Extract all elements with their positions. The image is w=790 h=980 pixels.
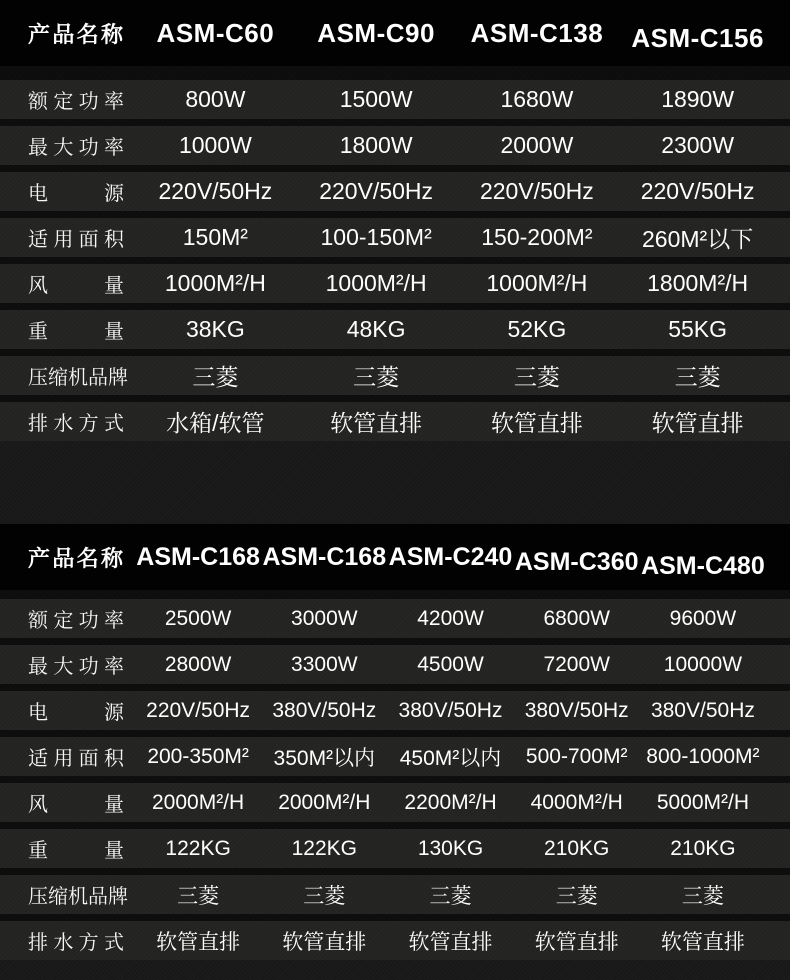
spec-value-cell: 三菱	[681, 884, 724, 908]
spec-value-cell: 1000M²/H	[486, 270, 588, 296]
model-header-cells	[135, 0, 790, 66]
spec-row	[0, 645, 790, 684]
spec-value-cell: 三菱	[429, 884, 472, 908]
spec-row	[0, 402, 790, 441]
spec-value-cell: 软管直排	[660, 930, 745, 954]
spec-row-label-cell	[0, 696, 135, 725]
spec-value-cell: 1890W	[661, 86, 735, 112]
spec-row-label-cell	[0, 604, 135, 633]
spec-value-cell: 1800M²/H	[647, 270, 749, 296]
spec-value-cell: 800-1000M²	[646, 744, 760, 768]
spec-value-cell: 2300W	[661, 132, 735, 158]
spec-row-label-cell	[0, 131, 135, 160]
model-name-header: ASM-C90	[317, 17, 435, 48]
spec-row	[0, 264, 790, 303]
spec-value-cell: 38KG	[185, 316, 245, 342]
spec-row-values	[135, 402, 790, 441]
spec-row-values	[135, 737, 790, 776]
spec-value-cell: 三菱	[303, 884, 346, 908]
spec-row-values	[135, 875, 790, 914]
spec-row-label: 压缩机品牌	[28, 367, 128, 389]
spec-row	[0, 875, 790, 914]
spec-value-cell: 220V/50Hz	[158, 178, 273, 204]
spec-value-cell: 三菱	[555, 884, 598, 908]
spec-row	[0, 80, 790, 119]
spec-value-cell: 软管直排	[282, 930, 367, 954]
spec-row-values	[135, 310, 790, 349]
spec-value-cell: 软管直排	[156, 930, 241, 954]
spec-value-cell: 220V/50Hz	[146, 698, 251, 722]
spec-value-cell: 5000M²/H	[656, 790, 750, 814]
spec-row-label-cell	[0, 650, 135, 679]
spec-value-cell: 软管直排	[651, 410, 744, 436]
product-name-label: 产品名称	[28, 545, 124, 571]
spec-table-large-models	[0, 524, 790, 960]
spec-value-cell: 2800W	[164, 652, 232, 676]
spec-row-label: 最大功率	[28, 137, 124, 159]
spec-row-label: 重量	[28, 840, 124, 862]
spec-row-label: 电源	[28, 183, 124, 205]
spec-row-values	[135, 218, 790, 257]
spec-row-label: 额定功率	[28, 610, 124, 632]
spec-row	[0, 310, 790, 349]
spec-value-cell: 1800W	[339, 132, 413, 158]
model-name-header: ASM-C168	[262, 542, 387, 571]
spec-value-cell: 122KG	[165, 836, 231, 860]
spec-value-cell: 150M²	[182, 224, 248, 250]
model-header-cells	[135, 524, 790, 590]
spec-value-cell: 150-200M²	[481, 224, 593, 250]
spec-row-label: 风量	[28, 794, 124, 816]
spec-rows	[0, 66, 790, 441]
spec-value-cell: 52KG	[507, 316, 567, 342]
spec-row	[0, 829, 790, 868]
spec-value-cell: 三菱	[177, 884, 220, 908]
spec-row-values	[135, 691, 790, 730]
spec-value-cell: 2000W	[500, 132, 574, 158]
spec-value-cell: 210KG	[670, 836, 736, 860]
model-name-header: ASM-C360	[514, 547, 639, 576]
spec-row	[0, 737, 790, 776]
spec-row-label: 适用面积	[28, 229, 124, 251]
spec-row-values	[135, 172, 790, 211]
spec-value-cell: 380V/50Hz	[272, 698, 377, 722]
spec-value-cell: 1000M²/H	[325, 270, 427, 296]
spec-row	[0, 921, 790, 960]
tables-gap	[0, 441, 790, 524]
spec-value-cell: 三菱	[674, 364, 721, 390]
spec-value-cell: 软管直排	[330, 410, 423, 436]
spec-value-cell: 7200W	[543, 652, 610, 676]
spec-value-cell: 1680W	[500, 86, 574, 112]
spec-value-cell: 4500W	[417, 652, 484, 676]
spec-row	[0, 691, 790, 730]
spec-row-label: 额定功率	[28, 91, 124, 113]
spec-row	[0, 356, 790, 395]
spec-value-cell: 100-150M²	[320, 224, 432, 250]
spec-value-cell: 2500W	[164, 606, 232, 630]
spec-value-cell: 6800W	[543, 606, 610, 630]
spec-value-cell: 260M²以下	[642, 226, 754, 252]
spec-row-values	[135, 783, 790, 822]
spec-row-label-cell	[0, 315, 135, 344]
spec-value-cell: 10000W	[663, 652, 743, 676]
spec-value-cell: 4200W	[417, 606, 484, 630]
spec-value-cell: 55KG	[668, 316, 728, 342]
spec-value-cell: 软管直排	[408, 930, 493, 954]
model-name-header: ASM-C60	[156, 17, 275, 48]
spec-row	[0, 218, 790, 257]
spec-value-cell: 800W	[185, 86, 246, 112]
spec-row-label-cell	[0, 880, 135, 909]
spec-value-cell: 380V/50Hz	[524, 698, 629, 722]
spec-row-label-cell	[0, 788, 135, 817]
spec-value-cell: 9600W	[669, 606, 737, 630]
spec-row-label: 最大功率	[28, 656, 124, 678]
spec-row-label: 电源	[28, 702, 124, 724]
spec-value-cell: 1000M²/H	[164, 270, 266, 296]
spec-row-label-cell	[0, 85, 135, 114]
spec-value-cell: 软管直排	[534, 930, 619, 954]
spec-row-values	[135, 80, 790, 119]
spec-row-label-cell	[0, 742, 135, 771]
spec-row-label-cell	[0, 361, 135, 390]
spec-value-cell: 380V/50Hz	[650, 698, 755, 722]
spec-value-cell: 220V/50Hz	[640, 178, 755, 204]
model-name-header: ASM-C480	[641, 551, 765, 580]
spec-row-values	[135, 264, 790, 303]
spec-row-values	[135, 921, 790, 960]
spec-value-cell: 350M²以内	[273, 746, 376, 770]
spec-value-cell: 2000M²/H	[278, 790, 371, 814]
spec-row	[0, 783, 790, 822]
spec-row	[0, 126, 790, 165]
spec-value-cell: 三菱	[353, 364, 400, 390]
spec-value-cell: 220V/50Hz	[479, 178, 594, 204]
spec-value-cell: 1000W	[178, 132, 252, 158]
spec-row-values	[135, 599, 790, 638]
spec-value-cell: 130KG	[417, 836, 484, 860]
spec-row-label: 重量	[28, 321, 124, 343]
spec-rows	[0, 590, 790, 960]
spec-value-cell: 3000W	[291, 606, 358, 630]
spec-value-cell: 450M²以内	[399, 746, 502, 770]
spec-row-label-cell	[0, 407, 135, 436]
spec-row-label-cell	[0, 926, 135, 955]
spec-value-cell: 水箱/软管	[166, 410, 265, 436]
table-header-row	[0, 0, 790, 66]
spec-row-label: 风量	[28, 275, 124, 297]
spec-value-cell: 2000M²/H	[152, 790, 245, 814]
spec-value-cell: 1500W	[339, 86, 413, 112]
spec-value-cell: 软管直排	[490, 410, 583, 436]
model-name-header: ASM-C138	[470, 17, 604, 48]
spec-value-cell: 4000M²/H	[530, 790, 623, 814]
spec-row-label-cell	[0, 177, 135, 206]
spec-row-values	[135, 645, 790, 684]
spec-value-cell: 200-350M²	[147, 744, 249, 768]
spec-row-label-cell	[0, 834, 135, 863]
product-name-label-cell	[0, 542, 135, 573]
spec-row-label: 适用面积	[28, 748, 124, 770]
spec-row-label-cell	[0, 269, 135, 298]
spec-row-label: 压缩机品牌	[28, 886, 128, 908]
spec-row	[0, 172, 790, 211]
product-name-label-cell	[0, 18, 135, 49]
spec-value-cell: 122KG	[291, 836, 357, 860]
spec-value-cell: 500-700M²	[525, 744, 628, 768]
spec-value-cell: 380V/50Hz	[398, 698, 503, 722]
spec-value-cell: 3300W	[291, 652, 358, 676]
product-name-label: 产品名称	[28, 21, 124, 47]
spec-value-cell: 220V/50Hz	[319, 178, 434, 204]
spec-row-label: 排水方式	[28, 932, 124, 954]
spec-table-small-models	[0, 0, 790, 441]
model-name-header: ASM-C156	[631, 22, 764, 53]
spec-value-cell: 2200M²/H	[404, 790, 497, 814]
spec-row-values	[135, 126, 790, 165]
table-header-row	[0, 524, 790, 590]
spec-value-cell: 48KG	[346, 316, 406, 342]
spec-value-cell: 210KG	[544, 836, 610, 860]
spec-row-label: 排水方式	[28, 413, 124, 435]
spec-row-values	[135, 829, 790, 868]
spec-row	[0, 599, 790, 638]
model-name-header: ASM-C240	[388, 542, 513, 571]
model-name-header: ASM-C168	[136, 542, 260, 571]
spec-row-values	[135, 356, 790, 395]
spec-row-label-cell	[0, 223, 135, 252]
spec-value-cell: 三菱	[513, 364, 560, 390]
spec-value-cell: 三菱	[192, 364, 239, 390]
